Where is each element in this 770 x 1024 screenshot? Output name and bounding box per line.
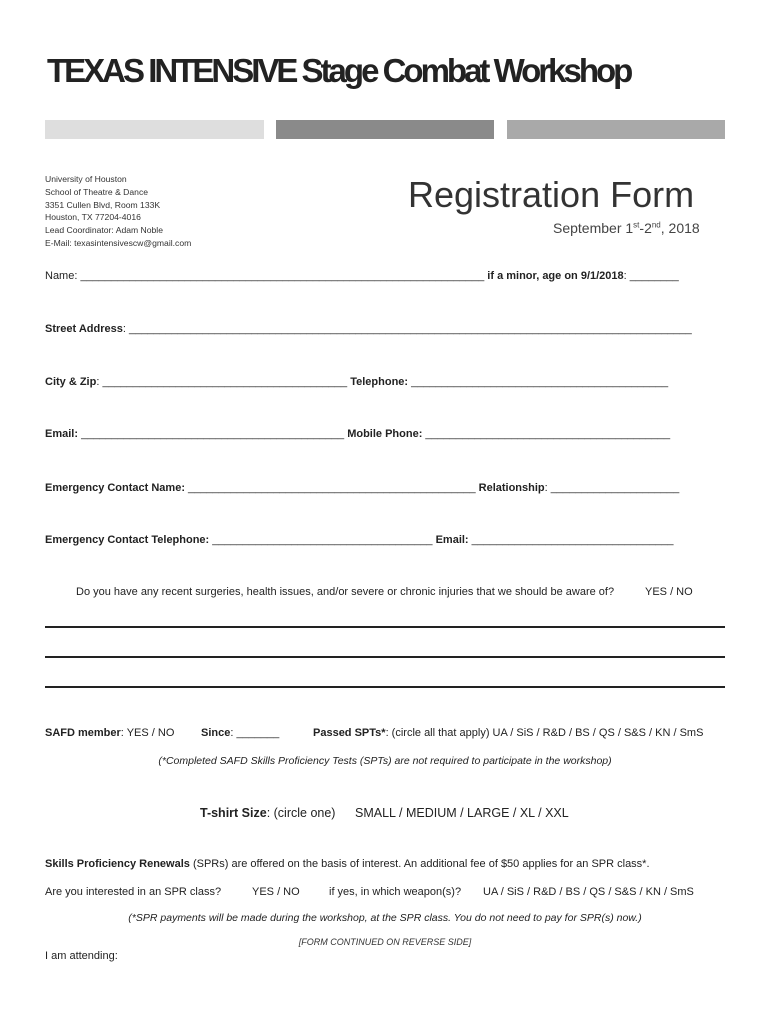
header-bar-light [45,120,264,139]
email-field[interactable]: ___________________________________________ [81,428,345,440]
safd-member-options[interactable]: : YES / NO [120,727,175,739]
emergency-name-field[interactable]: _______________________________________________ [188,482,476,494]
address-line: 3351 Cullen Blvd, Room 133K [45,199,161,210]
name-label: Name: [45,270,81,282]
spr-info-row [45,858,650,870]
safd-since-field[interactable]: : _______ [230,727,280,739]
address-line: E-Mail: texasintensivescw@gmail.com [45,237,192,248]
spt-row [313,727,703,739]
workshop-title: TEXAS INTENSIVE Stage Combat Workshop [47,52,631,89]
address-line: School of Theatre & Dance [45,186,149,197]
safd-since-row [201,727,279,739]
health-answer-line[interactable] [45,686,725,688]
spt-label: Passed SPTs* [313,727,386,739]
street-field[interactable]: : ____________________________________________________________________________________________ [122,323,692,335]
minor-age-field[interactable]: : ________ [623,270,679,282]
mobile-phone-field[interactable]: ________________________________________ [425,428,671,440]
emergency-email-field[interactable]: _________________________________ [471,534,674,546]
tshirt-size-options[interactable]: SMALL / MEDIUM / LARGE / XL / XXL [355,806,569,820]
spr-weapon-question: if yes, in which weapon(s)? [329,886,462,898]
relationship-label: Relationship [475,482,545,494]
telephone-field[interactable]: __________________________________________ [411,376,669,388]
header-bar-dark [276,120,494,139]
emergency-telephone-row [45,534,674,546]
street-label: Street Address [45,323,123,335]
email-row [45,428,670,440]
relationship-field[interactable]: : _____________________ [544,482,680,494]
spr-question: Are you interested in an SPR class? [45,886,222,898]
city-zip-label: City & Zip [45,376,97,388]
spt-note: (*Completed SAFD Skills Proficiency Tests (SPTs) are not required to participate in the workshop) [158,755,612,767]
city-zip-field[interactable]: : ________________________________________ [96,376,348,388]
emergency-name-row [45,482,679,494]
tshirt-label: T-shirt Size [200,806,267,820]
name-field[interactable]: __________________________________________________________________ [80,270,485,282]
address-line: Houston, TX 77204-4016 [45,212,141,223]
emergency-telephone-field[interactable]: ____________________________________ [212,534,433,546]
spr-weapon-options[interactable]: UA / SiS / R&D / BS / QS / S&S / KN / SmS [483,886,694,898]
spt-options[interactable]: : (circle all that apply) UA / SiS / R&D / BS / QS / S&S / KN / SmS [385,727,704,739]
minor-age-label: if a minor, age on 9/1/2018 [484,270,624,282]
spr-yes-no[interactable]: YES / NO [252,886,300,898]
spr-label: Skills Proficiency Renewals [45,858,190,870]
mobile-phone-label: Mobile Phone: [344,428,426,440]
safd-member-label: SAFD member [45,727,121,739]
email-label: Email: [45,428,82,440]
attending-label: I am attending: [45,950,118,962]
health-answer-line[interactable] [45,626,725,628]
street-row [45,323,692,335]
tshirt-hint: : (circle one) [266,806,336,820]
health-answer-line[interactable] [45,656,725,658]
continued-note: [FORM CONTINUED ON REVERSE SIDE] [298,937,472,947]
name-row [45,270,679,282]
health-yes-no[interactable]: YES / NO [645,586,693,598]
health-question-row [76,586,614,598]
emergency-name-label: Emergency Contact Name: [45,482,189,494]
city-row [45,376,668,388]
tshirt-row [200,806,335,820]
emergency-email-label: Email: [432,534,472,546]
form-title: Registration Form [408,174,695,215]
address-line: University of Houston [45,174,127,184]
emergency-telephone-label: Emergency Contact Telephone: [45,534,213,546]
telephone-label: Telephone: [347,376,412,388]
safd-member-row [45,727,174,739]
workshop-date: September 1st-2nd, 2018 [553,220,700,236]
spr-info: (SPRs) are offered on the basis of interest. An additional fee of $50 applies for an SPR class*. [189,858,650,870]
address-line: Lead Coordinator: Adam Noble [45,225,164,236]
health-question: Do you have any recent surgeries, health issues, and/or severe or chronic injuries that we should be aware of? [76,586,615,598]
safd-since-label: Since [201,727,231,739]
spr-payment-note: (*SPR payments will be made during the workshop, at the SPR class. You do not need to pay for SPR(s) now.) [128,912,642,924]
header-bar-medium [507,120,725,139]
contact-address-block [45,173,191,250]
